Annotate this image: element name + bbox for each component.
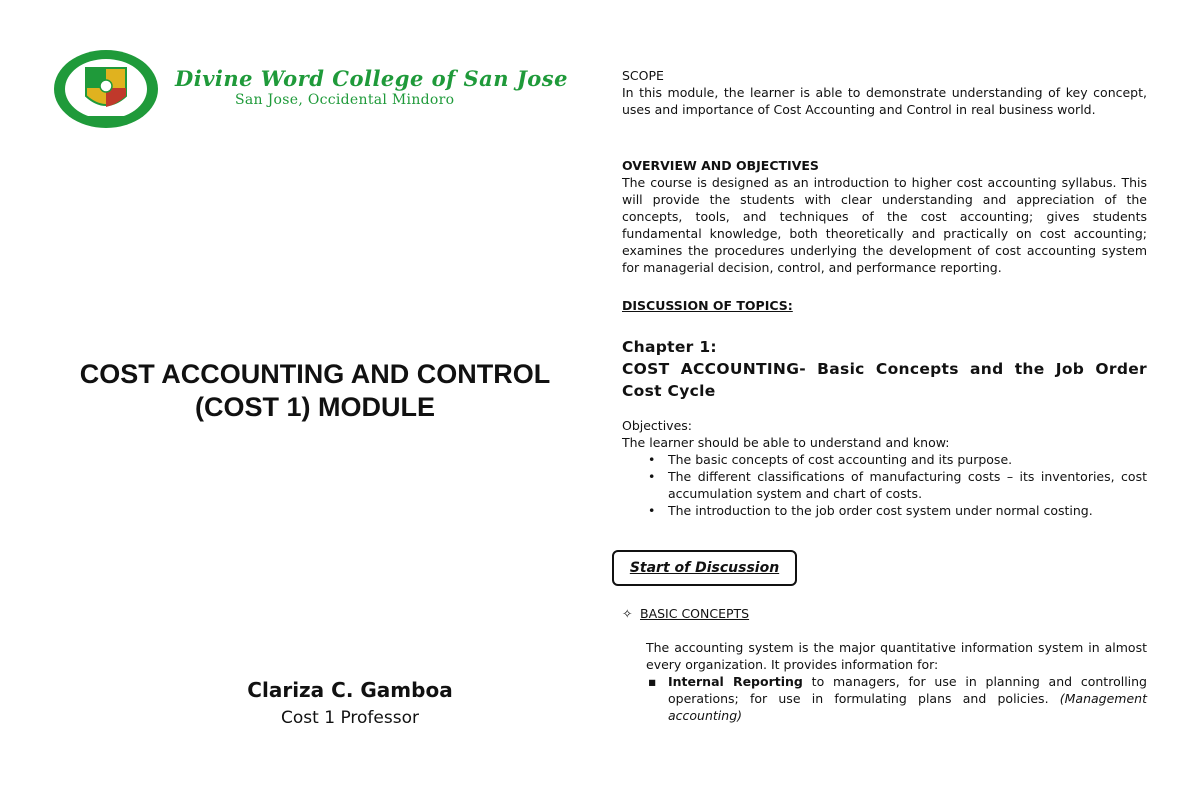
chapter-number: Chapter 1: xyxy=(622,338,717,356)
discussion-heading: DISCUSSION OF TOPICS: xyxy=(622,298,793,313)
start-of-discussion-label: Start of Discussion xyxy=(612,550,797,586)
module-content xyxy=(622,0,1147,785)
basic-concepts-heading xyxy=(622,605,1147,622)
scope-section xyxy=(622,67,1147,118)
author-role: Cost 1 Professor xyxy=(281,708,419,728)
module-title-line1: COST ACCOUNTING AND CONTROL xyxy=(79,359,551,389)
basic-concepts-intro: The accounting system is the major quantitative information system in almost every organization. It provides information for: xyxy=(646,640,1147,672)
info-use-item xyxy=(668,673,1147,724)
college-location: San Jose, Occidental Mindoro xyxy=(235,92,455,108)
college-name: Divine Word College of San Jose xyxy=(175,66,568,91)
overview-text: The course is designed as an introduction to higher cost accounting syllabus. This will provide the students with clear understanding and appreciation of the concepts, tools, and techniques of the cost accounting; gives students fundamental knowledge, both theoretically and practically on cost accounting; examines the procedures underlying the development of cost accounting system for managerial decision, control, and performance reporting. xyxy=(622,175,1147,275)
objectives-list xyxy=(622,451,1147,519)
overview-section xyxy=(622,157,1147,276)
chapter-title: COST ACCOUNTING- Basic Concepts and the Job Order Cost Cycle xyxy=(622,360,1147,400)
info-use-text: to managers, for use in planning and controlling operations; for use in formulating plans and policies. xyxy=(668,674,1147,706)
objective-item: • The basic concepts of cost accounting and its purpose. xyxy=(668,451,1147,468)
basic-concepts-title: BASIC CONCEPTS xyxy=(640,606,750,621)
objective-item: • The introduction to the job order cost system under normal costing. xyxy=(668,502,1147,519)
scope-heading: SCOPE xyxy=(622,68,664,83)
info-uses-list xyxy=(646,673,1147,724)
diamond-bullet-icon: ✧ xyxy=(622,606,633,621)
objectives-label: Objectives: xyxy=(622,418,692,433)
objectives-section xyxy=(622,417,1147,519)
chapter-heading xyxy=(622,336,1147,402)
objective-item: • The different classifications of manufacturing costs – its inventories, cost accumulation system and chart of costs. xyxy=(668,468,1147,502)
college-seal-icon xyxy=(52,48,160,130)
scope-text: In this module, the learner is able to demonstrate understanding of key concept, uses and importance of Cost Accounting and Control in real business world. xyxy=(622,85,1147,117)
info-use-italic: (Management accounting) xyxy=(668,691,1147,723)
basic-concepts-body xyxy=(646,639,1147,724)
module-title-line2: (COST 1) MODULE xyxy=(195,392,435,422)
info-use-bold: Internal Reporting xyxy=(668,674,803,689)
objectives-intro: The learner should be able to understand and know: xyxy=(622,435,950,450)
overview-heading: OVERVIEW AND OBJECTIVES xyxy=(622,158,819,173)
module-title xyxy=(40,358,590,424)
author-name: Clariza C. Gamboa xyxy=(247,678,453,702)
